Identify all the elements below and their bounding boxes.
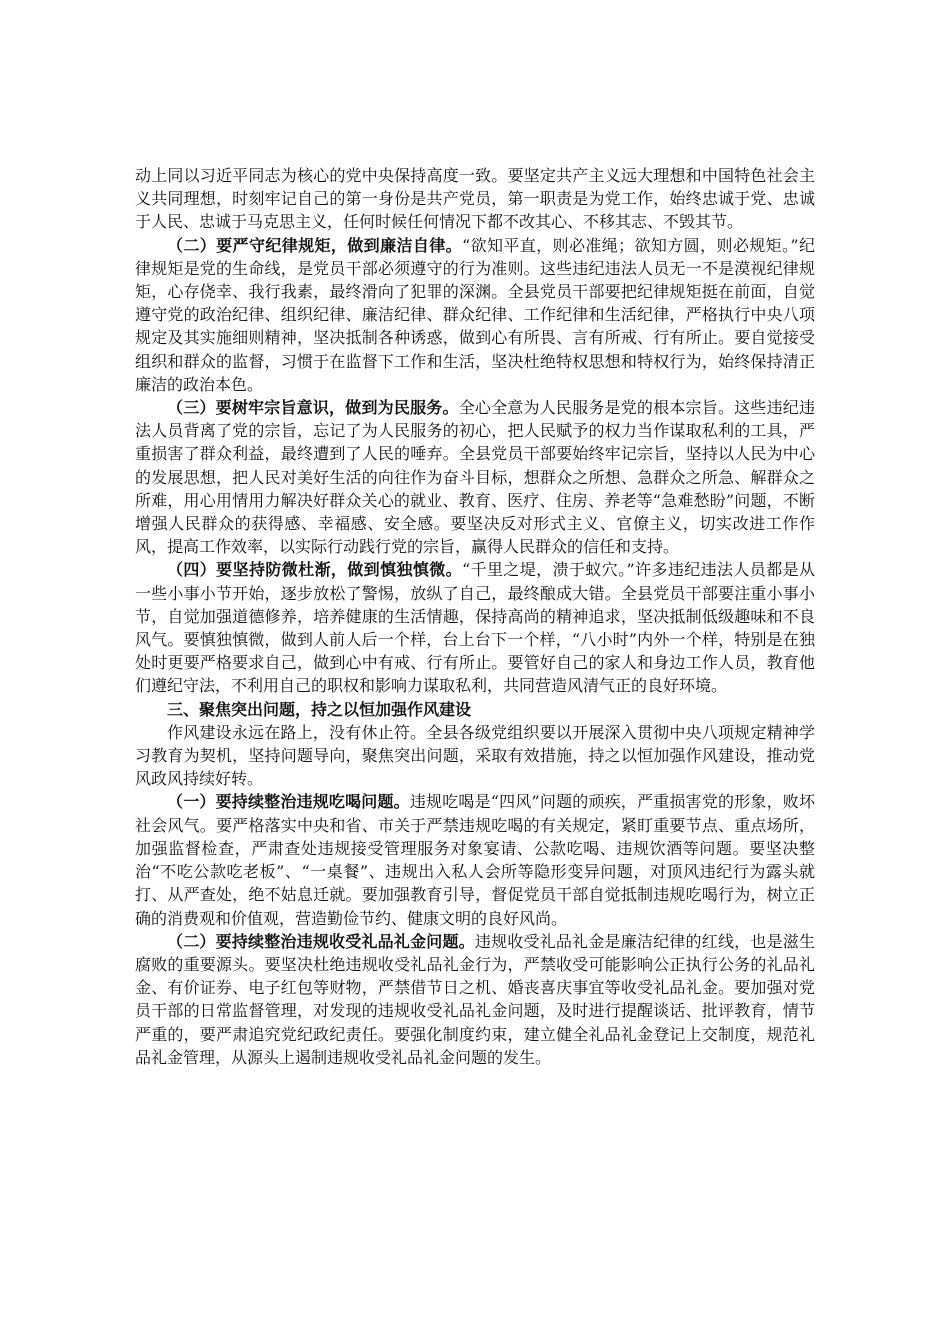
paragraph-lead: （四）要坚持防微杜渐，做到慎独慎微。 xyxy=(167,560,463,580)
paragraph-lead: （二）要严守纪律规矩，做到廉洁自律。 xyxy=(167,235,463,255)
paragraph-text: 全心全意为人民服务是党的根本宗旨。这些违纪违法人员背离了党的宗旨，忘记了为人民服务的初心，把人民赋予的权力当作谋取私利的工具，严重损害了群众利益，最终遭到了人民的唾弃。全县党员干部要始终牢记宗旨，坚持以人民为中心的发展思想，把人民对美好生活的向往作为奋斗目标，想群众之所想、急群众之所急、解群众之所难，用心用情用力解决好群众关心的就业、教育、医疗、住房、养老等“急难愁盼”问题，不断增强人民群众的获得感、幸福感、安全感。要坚决反对形式主义、官僚主义，切实改进工作作风，提高工作效率，以实际行动践行党的宗旨，赢得人民群众的信任和支持。 xyxy=(135,398,815,557)
paragraph-prevention xyxy=(135,558,815,697)
paragraph-gifts xyxy=(135,930,815,1069)
paragraph-lead: （二）要持续整治违规收受礼品礼金问题。 xyxy=(167,931,475,951)
paragraph-text: 违规吃喝是“四风”问题的顽疾，严重损害党的形象，败坏社会风气。要严格落实中央和省、市关于严禁违规吃喝的有关规定，紧盯重要节点、重点场所，加强监督检查，严肃查处违规接受管理服务对象宴请、公款吃喝、违规饮酒等问题。要坚决整治“不吃公款吃老板”、“一桌餐”、违规出入私人会所等隐形变异问题，对顶风违纪行为露头就打、从严查处，绝不姑息迁就。要加强教育引导，督促党员干部自觉抵制违规吃喝行为，树立正确的消费观和价值观，营造勤俭节约、健康文明的良好风尚。 xyxy=(135,792,815,928)
paragraph-lead: （一）要持续整治违规吃喝问题。 xyxy=(167,792,410,812)
paragraph-text: 动上同以习近平同志为核心的党中央保持高度一致。要坚定共产主义远大理想和中国特色社会主义共同理想，时刻牢记自己的第一身份是共产党员，第一职责是为党工作，始终忠诚于党、忠诚于人民、忠诚于马克思主义，任何时候任何情况下都不改其心、不移其志、不毁其节。 xyxy=(135,166,815,232)
paragraph-continuation xyxy=(135,164,815,234)
paragraph-dining xyxy=(135,790,815,929)
section-heading: 三、聚焦突出问题，持之以恒加强作风建设 xyxy=(167,699,472,719)
paragraph-text: “千里之堤，溃于蚁穴。”许多违纪违法人员都是从一些小事小节开始，逐步放松了警惕，放纵了自己，最终酿成大错。全县党员干部要注重小事小节，自觉加强道德修养，培养健康的生活情趣，保持高尚的精神追求，坚决抵制低级趣味和不良风气。要慎独慎微，做到人前人后一个样，台上台下一个样，“八小时”内外一个样，特别是在独处时更要严格要求自己，做到心中有戒、行有所止。要管好自己的家人和身边工作人员，教育他们遵纪守法，不利用自己的职权和影响力谋取私利，共同营造风清气正的良好环境。 xyxy=(135,560,815,696)
paragraph-discipline xyxy=(135,234,815,396)
document-body xyxy=(135,164,815,1069)
paragraph-lead: （三）要树牢宗旨意识，做到为民服务。 xyxy=(167,398,459,418)
paragraph-purpose xyxy=(135,396,815,558)
paragraph-text: “欲知平直，则必准绳；欲知方圆，则必规矩。”纪律规矩是党的生命线，是党员干部必须遵守的行为准则。这些违纪违法人员无一不是漠视纪律规矩，心存侥幸、我行我素，最终滑向了犯罪的深渊。全县党员干部要把纪律规矩挺在前面，自觉遵守党的政治纪律、组织纪律、廉洁纪律、群众纪律、工作纪律和生活纪律，严格执行中央八项规定及其实施细则精神，坚决抵制各种诱惑，做到心有所畏、言有所戒、行有所止。要自觉接受组织和群众的监督，习惯于在监督下工作和生活，坚决杜绝特权思想和特权行为，始终保持清正廉洁的政治本色。 xyxy=(135,235,815,394)
paragraph-text: 作风建设永远在路上，没有休止符。全县各级党组织要以开展深入贯彻中央八项规定精神学习教育为契机，坚持问题导向，聚焦突出问题，采取有效措施，持之以恒加强作风建设，推动党风政风持续好转。 xyxy=(135,722,815,789)
paragraph-section-intro xyxy=(135,721,815,791)
paragraph-text: 违规收受礼品礼金是廉洁纪律的红线，也是滋生腐败的重要源头。要坚决杜绝违规收受礼品礼金行为，严禁收受可能影响公正执行公务的礼品礼金、有价证券、电子红包等财物，严禁借节日之机、婚丧喜庆事宜等收受礼品礼金。要加强对党员干部的日常监督管理，对发现的违规收受礼品礼金问题，及时进行提醒谈话、批评教育，情节严重的，要严肃追究党纪政纪责任。要强化制度约束，建立健全礼品礼金登记上交制度，规范礼品礼金管理，从源头上遏制违规收受礼品礼金问题的发生。 xyxy=(135,931,815,1067)
